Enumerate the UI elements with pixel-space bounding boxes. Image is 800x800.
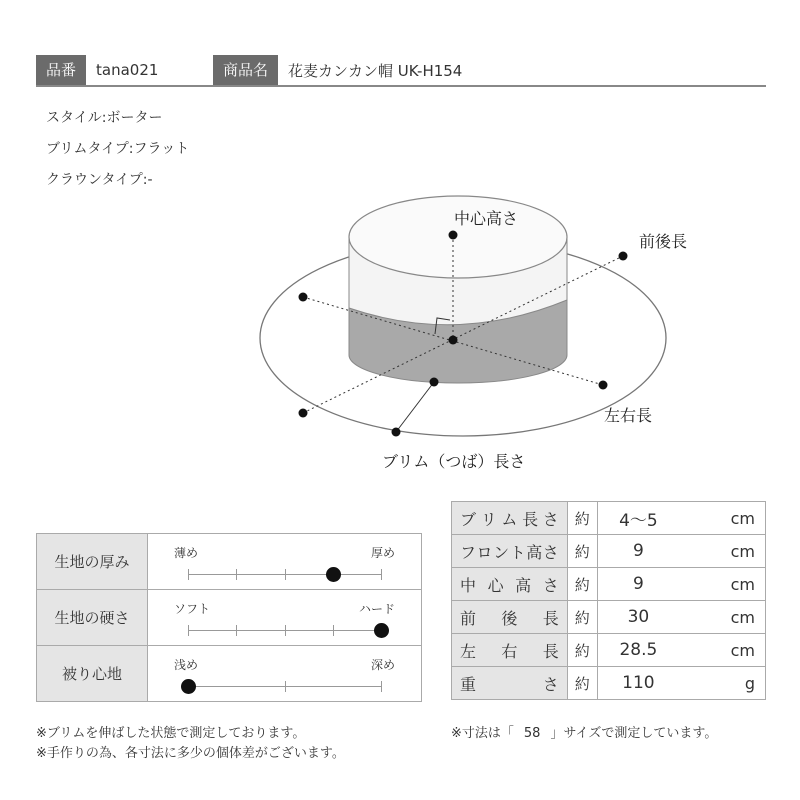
scale-right-label: ハード: [358, 602, 395, 616]
size-label-text: ブ リ ム 長 さ: [460, 509, 559, 529]
feel-row: [37, 590, 422, 646]
point-brim-outer: [392, 428, 401, 437]
note-handmade: ※手作りの為、各寸法に多少の個体差がございます。: [36, 746, 345, 761]
point-brim-inner: [430, 378, 439, 387]
size-value: 9: [597, 535, 679, 568]
size-approx: 約: [567, 568, 597, 601]
feel-table: [36, 533, 422, 702]
feel-label: 被り心地: [37, 646, 148, 702]
product-code-value: tana021: [96, 61, 159, 79]
size-row: [452, 568, 766, 601]
product-name-label: 商品名: [213, 55, 278, 85]
feel-scale: [148, 646, 421, 701]
size-approx: 約: [567, 601, 597, 634]
label-front-back: 前後長: [639, 232, 688, 251]
size-row: [452, 502, 766, 535]
size-label: [452, 535, 568, 568]
size-table: [451, 501, 766, 700]
scale-tick: [285, 625, 286, 636]
size-approx: 約: [567, 667, 597, 700]
info-sep: :: [142, 172, 148, 188]
feel-row: [37, 646, 422, 702]
label-brim-length: ブリム（つば）長さ: [382, 452, 526, 471]
scale-marker: [181, 679, 196, 694]
feel-row: [37, 534, 422, 590]
size-unit: g: [679, 667, 765, 700]
point-right: [599, 381, 608, 390]
size-label: [452, 634, 568, 667]
label-center-height: 中心高さ: [454, 209, 519, 228]
size-label: [452, 568, 568, 601]
info-sep: :: [128, 141, 134, 157]
info-crown-key: クラウンタイプ: [46, 172, 143, 188]
size-row: [452, 601, 766, 634]
info-style-key: スタイル: [46, 110, 102, 126]
size-unit: cm: [679, 535, 765, 568]
scale-right-label: 深め: [370, 658, 395, 672]
scale-tick: [285, 681, 286, 692]
scale-tick: [188, 625, 189, 636]
size-label: [452, 601, 568, 634]
feel-label: 生地の硬さ: [37, 590, 148, 646]
size-unit: cm: [679, 502, 765, 535]
size-approx: 約: [567, 535, 597, 568]
label-left-right: 左右長: [604, 406, 653, 425]
feel-scale: [148, 534, 421, 589]
size-label: [452, 502, 568, 535]
feel-label: 生地の厚み: [37, 534, 148, 590]
scale-tick: [188, 569, 189, 580]
size-label-text: 前 後 長: [460, 608, 559, 628]
scale-left-label: ソフト: [174, 602, 211, 616]
size-approx: 約: [567, 502, 597, 535]
info-style-value: ボーター: [106, 110, 163, 126]
product-code-label: 品番: [36, 55, 86, 85]
size-label: [452, 667, 568, 700]
point-center: [449, 336, 458, 345]
size-unit: cm: [679, 601, 765, 634]
scale-tick: [381, 569, 382, 580]
scale-marker: [374, 623, 389, 638]
size-value: 28.5: [597, 634, 679, 667]
scale-tick: [285, 569, 286, 580]
scale-right-label: 厚め: [370, 546, 395, 560]
note-size: [451, 722, 717, 741]
size-label-text: 左 右 長: [460, 641, 559, 661]
product-name-value: 花麦カンカン帽 UK-H154: [288, 61, 463, 80]
size-value: 110: [597, 667, 679, 700]
point-left: [299, 293, 308, 302]
size-label-text: 重 さ: [460, 674, 559, 694]
info-brim-value: フラット: [133, 141, 190, 157]
size-row: [452, 535, 766, 568]
note-brim: ※ブリムを伸ばした状態で測定しております。: [36, 726, 306, 741]
size-row: [452, 667, 766, 700]
scale-tick: [236, 569, 237, 580]
note-size-prefix: ※寸法は「: [451, 726, 514, 741]
scale-tick: [381, 681, 382, 692]
info-crown-value: -: [147, 172, 153, 188]
size-approx: 約: [567, 634, 597, 667]
info-brim-key: ブリムタイプ: [46, 141, 129, 157]
point-crown-top: [449, 231, 458, 240]
feel-scale: [148, 590, 421, 645]
scale-tick: [236, 625, 237, 636]
scale-tick: [333, 625, 334, 636]
size-value: 4〜5: [597, 502, 679, 535]
size-unit: cm: [679, 634, 765, 667]
size-value: 30: [597, 601, 679, 634]
scale-left-label: 薄め: [174, 546, 199, 560]
note-size-suffix: 」サイズで測定しています。: [550, 726, 718, 741]
info-sep: :: [101, 110, 107, 126]
point-back: [619, 252, 628, 261]
size-unit: cm: [679, 568, 765, 601]
size-label-text: 中 心 高 さ: [460, 575, 559, 595]
size-label-text: フ ロ ン ト 高 さ: [460, 542, 559, 562]
scale-left-label: 浅め: [174, 658, 199, 672]
size-value: 9: [597, 568, 679, 601]
size-row: [452, 634, 766, 667]
point-front: [299, 409, 308, 418]
scale-marker: [326, 567, 341, 582]
note-size-value: 58: [523, 726, 541, 741]
